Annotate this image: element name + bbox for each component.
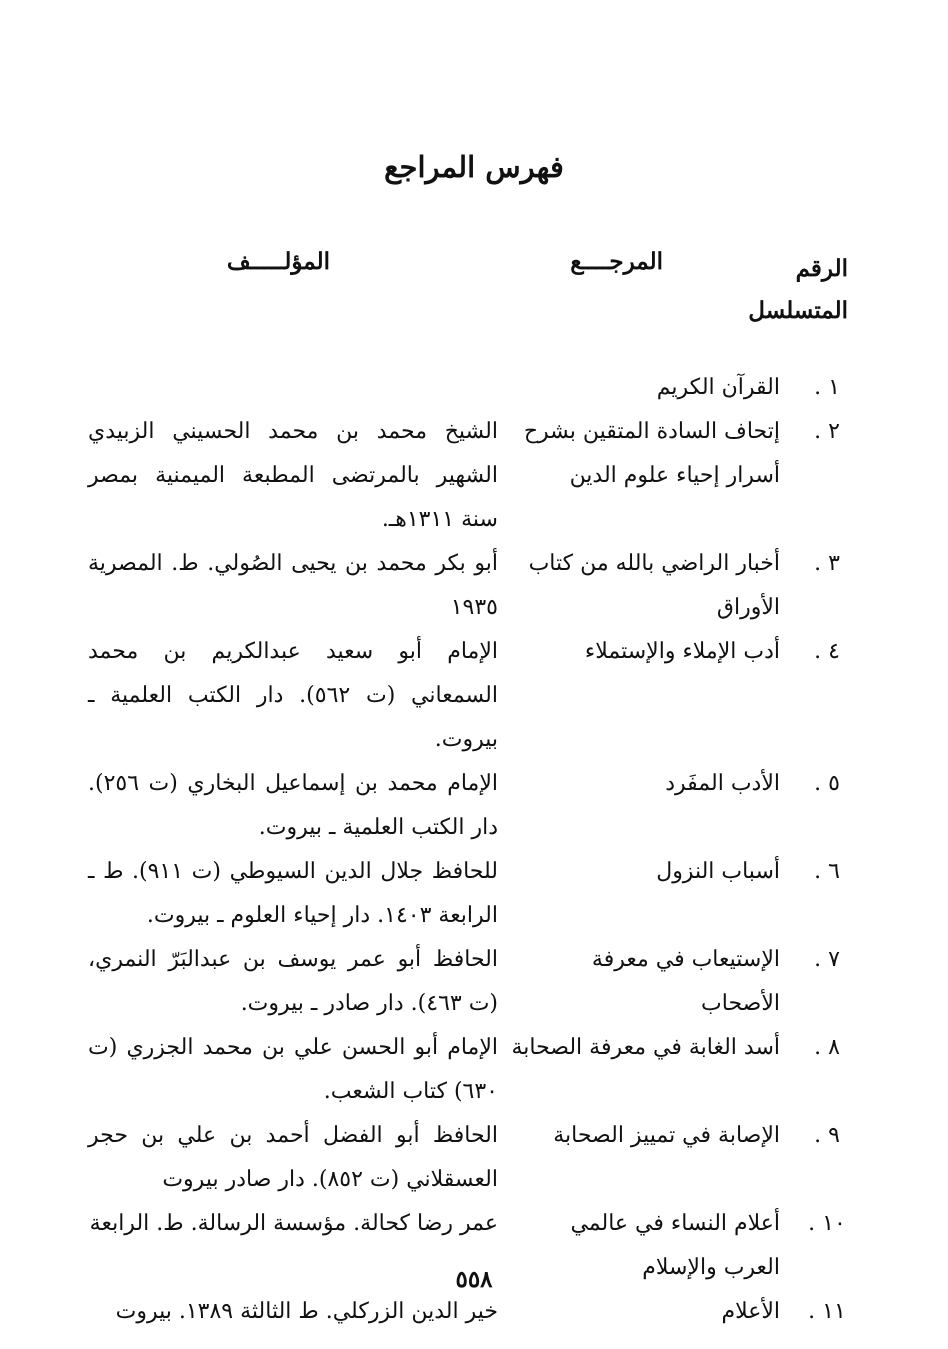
entry-reference: أسد الغابة في معرفة الصحابة [511, 1035, 780, 1060]
list-item [0, 938, 948, 1026]
entry-number: ٣ . [814, 551, 840, 576]
entry-reference: الأدب المفَرد [665, 771, 780, 796]
entry-number: ٨ . [814, 1035, 840, 1060]
entry-reference: القرآن الكريم [656, 375, 780, 400]
entry-author: خير الدين الزركلي. ط الثالثة ١٣٨٩. بيروت [115, 1299, 498, 1324]
column-header-number-line1: الرقم [795, 255, 848, 282]
entry-author: الشيخ محمد بن محمد الحسيني الزبيدي الشهير بالمرتضى المطبعة الميمنية بمصر سنة ١٣١١هـ. [88, 419, 498, 532]
column-header-reference: المرجــــع [570, 248, 663, 275]
entry-author: أبو بكر محمد بن يحيى الصُولي. ط. المصرية ١٩٣٥ [88, 551, 498, 620]
entry-number: ١ . [814, 375, 840, 400]
entry-author: الحافظ أبو الفضل أحمد بن علي بن حجر العسقلاني (ت ٨٥٢). دار صادر بيروت [88, 1123, 498, 1192]
entry-reference: الإستيعاب في معرفة الأصحاب [591, 947, 780, 1016]
list-item [0, 850, 948, 938]
entry-number: ٤ . [814, 639, 840, 664]
entry-reference: أعلام النساء في عالمي العرب والإسلام [570, 1211, 780, 1280]
reference-list [0, 366, 948, 1334]
entry-number: ١٠ . [808, 1211, 846, 1236]
entry-author: الإمام أبو سعيد عبدالكريم بن محمد السمعاني (ت ٥٦٢). دار الكتب العلمية ـ بيروت. [88, 639, 498, 752]
list-item [0, 410, 948, 542]
entry-number: ٦ . [814, 859, 840, 884]
page-title: فهرس المراجع [384, 150, 564, 184]
entry-reference: أسباب النزول [656, 859, 780, 884]
column-header-number-line2: المتسلسل [748, 297, 848, 324]
entry-number: ٧ . [814, 947, 840, 972]
list-item [0, 630, 948, 762]
entry-author: عمر رضا كحالة. مؤسسة الرسالة. ط. الرابعة [89, 1211, 498, 1236]
list-item [0, 762, 948, 850]
entry-reference: أخبار الراضي بالله من كتاب الأوراق [528, 551, 780, 620]
list-item [0, 366, 948, 410]
entry-reference: أدب الإملاء والإستملاء [584, 639, 780, 664]
entry-author: الإمام أبو الحسن علي بن محمد الجزري (ت ٦٣٠) كتاب الشعب. [88, 1035, 498, 1104]
entry-author: الإمام محمد بن إسماعيل البخاري (ت ٢٥٦). دار الكتب العلمية ـ بيروت. [88, 771, 498, 840]
column-header-number [748, 248, 848, 332]
entry-number: ٢ . [814, 419, 840, 444]
entry-author: الحافظ أبو عمر يوسف بن عبدالبَرّ النمري، (ت ٤٦٣). دار صادر ـ بيروت. [88, 947, 498, 1016]
page-number: ٥٥٨ [455, 1266, 493, 1293]
list-item [0, 1114, 948, 1202]
column-header-author: المؤلـــــف [226, 248, 330, 275]
entry-number: ٩ . [814, 1123, 840, 1148]
entry-reference: الإصابة في تمييز الصحابة [553, 1123, 780, 1148]
list-item [0, 1290, 948, 1334]
list-item [0, 1026, 948, 1114]
entry-reference: الأعلام [721, 1299, 780, 1324]
entry-number: ٥ . [814, 771, 840, 796]
list-item [0, 542, 948, 630]
entry-reference: إتحاف السادة المتقين بشرح أسرار إحياء علوم الدين [523, 419, 780, 488]
entry-author: للحافظ جلال الدين السيوطي (ت ٩١١). ط ـ الرابعة ١٤٠٣. دار إحياء العلوم ـ بيروت. [88, 859, 498, 928]
entry-number: ١١ . [808, 1299, 846, 1324]
